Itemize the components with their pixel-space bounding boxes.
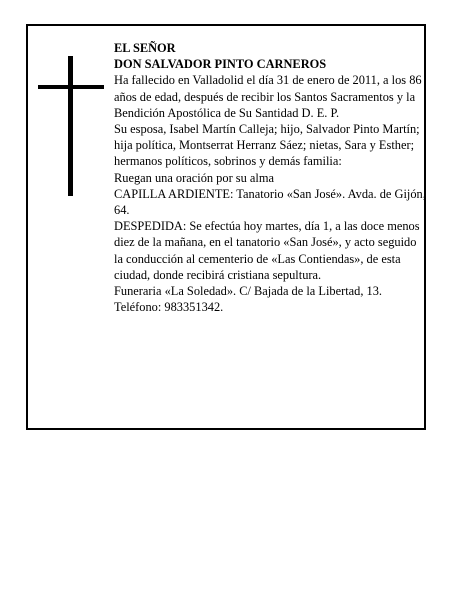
obituary-frame — [26, 24, 426, 430]
farewell-info: DESPEDIDA: Se efectúa hoy martes, día 1, a las doce menos diez de la mañana, en el tanatorio «San José», y acto seguido la conducción al cementerio de «Las Contiendas», de esta ciudad, donde recibirá cristiana sepultura. — [114, 219, 420, 282]
cross-icon-horizontal — [38, 85, 104, 89]
cross-icon-vertical — [68, 56, 73, 196]
deceased-name: DON SALVADOR PINTO CARNEROS — [114, 57, 327, 72]
funeral-home-info: Funeraria «La Soledad». C/ Bajada de la Libertad, 13. Teléfono: 983351342. — [114, 284, 383, 315]
obituary-text — [114, 40, 428, 315]
chapel-info: CAPILLA ARDIENTE: Tanatorio «San José». Avda. de Gijón, 64. — [114, 186, 426, 218]
prayer-request: Ruegan una oración por su alma — [114, 170, 274, 185]
death-announcement: Ha fallecido en Valladolid el día 31 de enero de 2011, a los 86 años de edad, después de recibir los Santos Sacramentos y la Bendición Apostólica de Su Santidad D. E. P. — [114, 73, 422, 120]
family-list: Su esposa, Isabel Martín Calleja; hijo, Salvador Pinto Martín; hija política, Montserrat Herranz Sáez; nietas, Sara y Esther; hermanos políticos, sobrinos y demás familia: — [114, 122, 420, 169]
title-line-1: EL SEÑOR — [114, 41, 176, 55]
